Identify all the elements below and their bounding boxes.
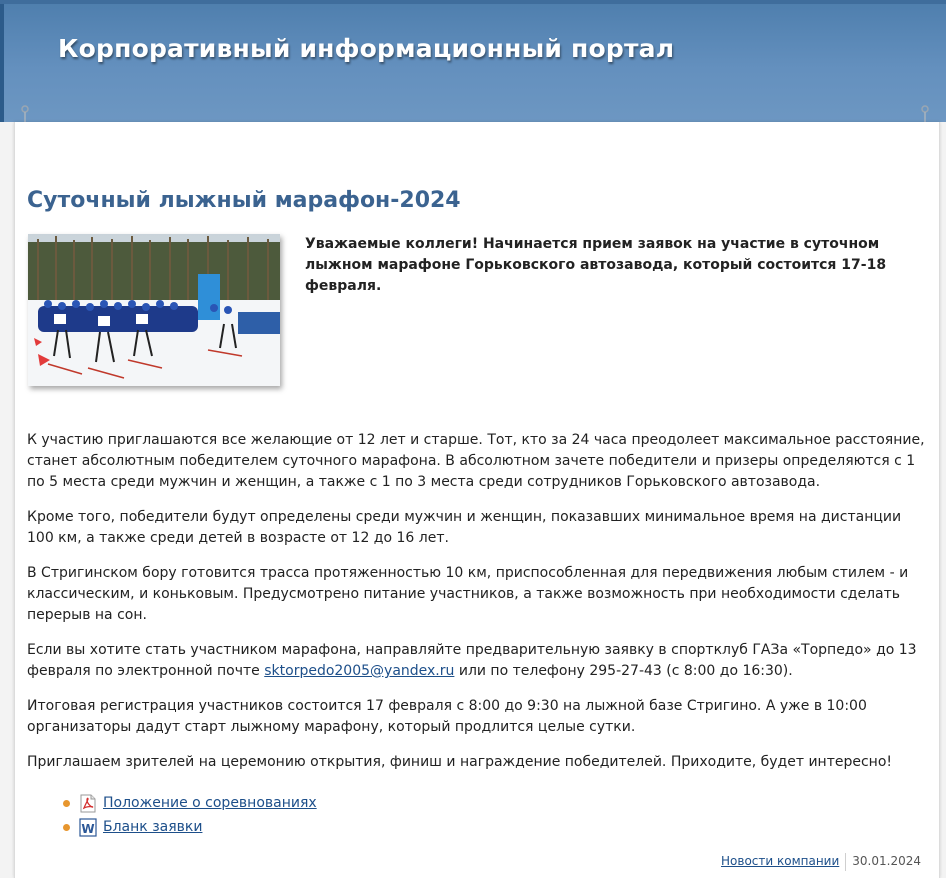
email-link[interactable]: sktorpedo2005@yandex.ru: [264, 663, 455, 679]
article-photo: [28, 234, 280, 386]
article-footer: [721, 852, 921, 870]
pdf-file-icon[interactable]: [79, 794, 97, 813]
attachment-link-application-form[interactable]: Бланк заявки: [103, 819, 203, 835]
bullet-icon: [63, 824, 70, 831]
article-paragraph: Итоговая регистрация участников состоится 17 февраля с 8:00 до 9:30 на лыжной базе Стригино. А уже в 10:00 организаторы дадут старт лыжному марафону, который продлится целые сутки.: [27, 698, 867, 735]
attachment-item: [63, 792, 317, 816]
attachment-link-regulations[interactable]: Положение о соревнованиях: [103, 795, 317, 811]
portal-header: [0, 0, 946, 122]
attachments-list: [63, 792, 317, 840]
publish-date: 30.01.2024: [852, 854, 921, 868]
category-link[interactable]: Новости компании: [721, 854, 840, 868]
paragraph-text: Если вы хотите стать участником марафона, направляйте предварительную заявку в спортклуб ГАЗа «Торпедо» до 13 февраля по электронной почте: [27, 642, 917, 679]
word-file-icon[interactable]: [79, 818, 97, 837]
article-paragraph: Приглашаем зрителей на церемонию открытия, финиш и награждение победителей. Приходите, будет интересно!: [27, 754, 893, 770]
footer-divider: [845, 853, 846, 871]
article-paragraph: [27, 640, 927, 682]
article-paragraph: Кроме того, победители будут определены среди мужчин и женщин, показавших минимальное время на дистанции 100 км, а также среди детей в возрасте от 12 до 16 лет.: [27, 509, 902, 546]
article-container: [14, 122, 940, 878]
article-lead: Уважаемые коллеги! Начинается прием заявок на участие в суточном лыжном марафоне Горьковского автозавода, который состоится 17-18 февраля.: [305, 236, 887, 294]
portal-title: Корпоративный информационный портал: [58, 34, 675, 63]
paragraph-text: или по телефону 295-27-43 (с 8:00 до 16:30).: [454, 663, 793, 679]
article-title: Суточный лыжный марафон-2024: [27, 188, 461, 213]
article-paragraph: К участию приглашаются все желающие от 12 лет и старше. Тот, кто за 24 часа преодолеет максимальное расстояние, станет абсолютным победителем суточного марафона. В абсолютном зачете победители и призеры определяются с 1 по 5 места среди мужчин и женщин, а также с 1 по 3 места среди сотрудников Горьковского автозавода.: [27, 432, 925, 490]
svg-text:W: W: [81, 822, 95, 836]
bullet-icon: [63, 800, 70, 807]
article-paragraph: В Стригинском бору готовится трасса протяженностью 10 км, приспособленная для передвижения любым стилем - и классическим, и коньковым. Предусмотрено питание участников, а также возможность при необходимости сделать перерыв на сон.: [27, 565, 909, 623]
attachment-item: [63, 816, 317, 840]
article-body: [27, 430, 927, 787]
